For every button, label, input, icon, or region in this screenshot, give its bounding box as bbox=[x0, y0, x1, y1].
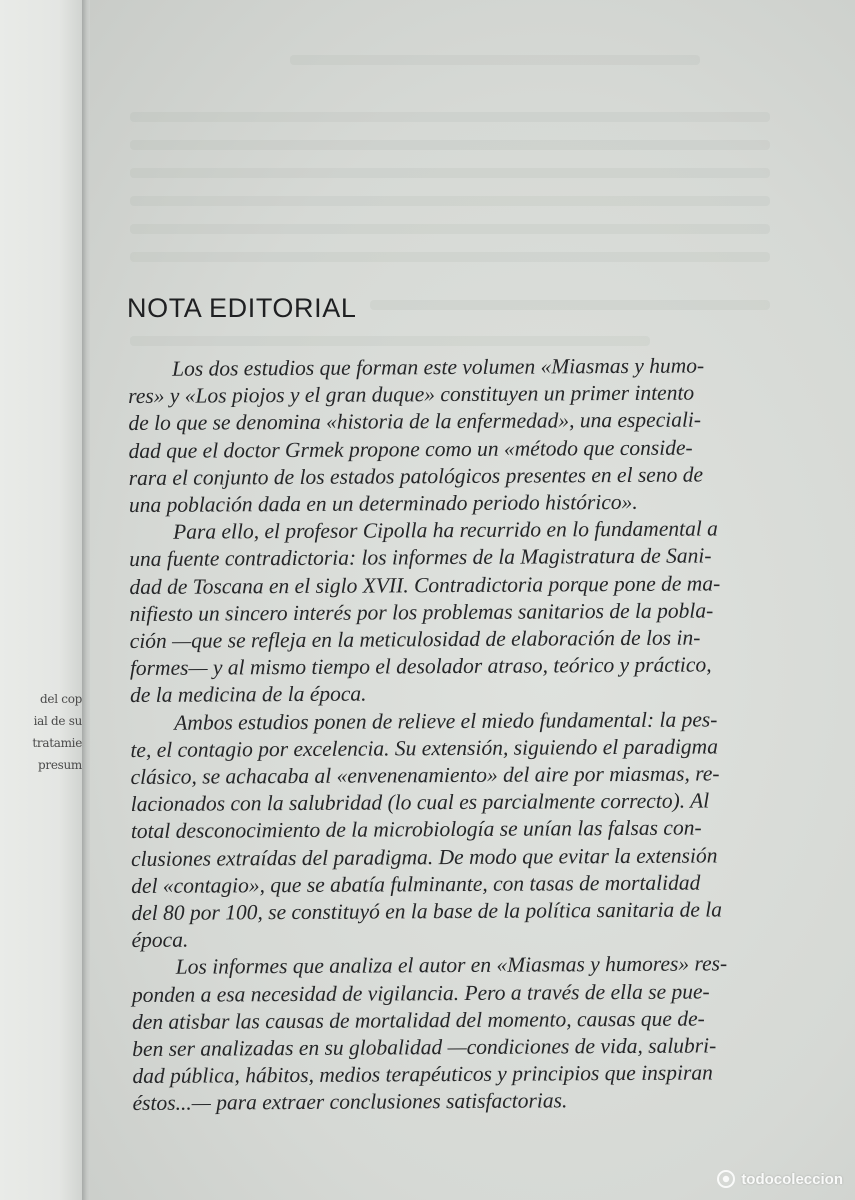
paragraph bbox=[130, 705, 821, 954]
text-line: res» y «Los piojos y el gran duque» constituyen un primer intento bbox=[128, 380, 695, 409]
text-line: dad pública, hábitos, medios terapéuticos y principios que inspiran bbox=[132, 1060, 713, 1089]
show-through bbox=[370, 300, 770, 310]
left-page-fragment: del cop bbox=[40, 692, 82, 706]
text-line: ponden a esa necesidad de vigilancia. Pero a través de ella se pue- bbox=[131, 979, 710, 1007]
text-line: formes— y al mismo tiempo el desolador atraso, teórico y práctico, bbox=[129, 652, 712, 681]
text-line: una población dada en un determinado periodo histórico». bbox=[128, 489, 638, 518]
watermark bbox=[717, 1170, 843, 1188]
watermark-text: todocoleccion bbox=[741, 1170, 843, 1188]
show-through bbox=[130, 336, 650, 346]
paragraph bbox=[128, 352, 819, 519]
show-through bbox=[130, 112, 770, 122]
body-text bbox=[128, 352, 823, 1118]
text-line: dad de Toscana en el siglo XVII. Contradictoria porque pone de ma- bbox=[129, 571, 721, 599]
text-line: Los dos estudios que forman este volumen «Miasmas y humo- bbox=[172, 353, 705, 381]
paragraph bbox=[132, 950, 823, 1117]
show-through bbox=[130, 196, 770, 206]
show-through bbox=[130, 252, 770, 262]
text-line: del 80 por 100, se constituyó en la base de la política sanitaria de la bbox=[131, 897, 723, 926]
text-line: lacionados con la salubridad (lo cual es parcialmente correcto). Al bbox=[130, 788, 710, 817]
show-through bbox=[130, 224, 770, 234]
text-line: total desconocimiento de la microbiología se unían las falsas con- bbox=[130, 815, 702, 844]
text-line: clusiones extraídas del paradigma. De modo que evitar la extensión bbox=[130, 843, 718, 871]
text-line: Para ello, el profesor Cipolla ha recurrido en lo fundamental a bbox=[173, 516, 718, 544]
show-through bbox=[290, 55, 700, 65]
text-line: de lo que se denomina «historia de la enfermedad», una especiali- bbox=[128, 407, 702, 436]
paragraph bbox=[129, 515, 820, 710]
text-line: clásico, se achacaba al «envenenamiento» del aire por miasmas, re- bbox=[130, 761, 720, 790]
left-page-fragment: ial de su bbox=[33, 714, 82, 728]
left-page-fragments bbox=[2, 688, 82, 776]
show-through bbox=[130, 140, 770, 150]
todocoleccion-logo-icon bbox=[717, 1170, 735, 1188]
text-line: dad que el doctor Grmek propone como un «método que conside- bbox=[128, 435, 693, 463]
left-page bbox=[0, 0, 84, 1200]
text-line: Ambos estudios ponen de relieve el miedo fundamental: la pes- bbox=[174, 707, 718, 735]
show-through bbox=[130, 168, 770, 178]
left-page-fragment: tratamie bbox=[32, 736, 82, 750]
text-line: ción —que se refleja en la meticulosidad de elaboración de los in- bbox=[129, 625, 701, 654]
text-line: Los informes que analiza el autor en «Miasmas y humores» res- bbox=[175, 951, 728, 980]
text-line: época. bbox=[131, 927, 189, 953]
page-title: NOTA EDITORIAL bbox=[127, 293, 357, 323]
text-line: del «contagio», que se abatía fulminante, con tasas de mortalidad bbox=[131, 870, 701, 898]
text-line: te, el contagio por excelencia. Su extensión, siguiendo el paradigma bbox=[130, 734, 718, 762]
text-line: éstos...— para extraer conclusiones satisfactorias. bbox=[132, 1088, 568, 1116]
text-line: den atisbar las causas de mortalidad del momento, causas que de- bbox=[131, 1006, 705, 1034]
text-line: rara el conjunto de los estados patológicos presentes en el seno de bbox=[128, 462, 704, 490]
left-page-fragment: presum bbox=[38, 758, 82, 772]
text-line: ben ser analizadas en su globalidad —condiciones de vida, salubri- bbox=[132, 1033, 717, 1062]
text-line: nifiesto un sincero interés por los problemas sanitarios de la pobla- bbox=[129, 598, 714, 626]
text-line: de la medicina de la época. bbox=[130, 681, 367, 708]
text-line: una fuente contradictoria: los informes de la Magistratura de Sani- bbox=[129, 543, 712, 572]
